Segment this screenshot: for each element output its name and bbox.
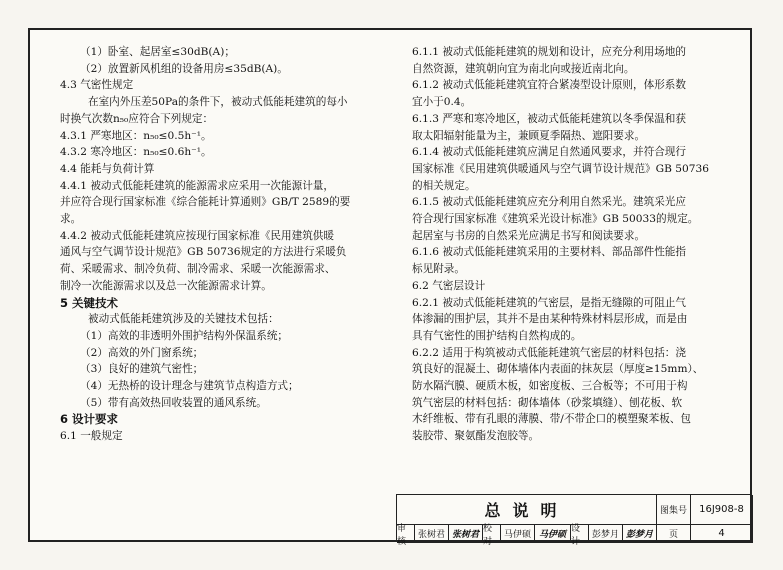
text-line: 木纤维板、带有孔眼的薄膜、带/不带企口的模塑聚苯板、包 [412,413,692,426]
text-line: 6 设计要求 [60,412,119,427]
text-line: 6.1 一般规定 [60,430,123,443]
text-line: 4.3 气密性规定 [60,79,134,92]
text-line: 4.4.2 被动式低能耗建筑应按现行国家标准《民用建筑供暖 [60,229,334,242]
text-line: 制冷一次能源需求以及总一次能源需求计算。 [60,279,272,292]
atlas-number-label: 图集号 [657,495,691,525]
text-line: （2）高效的外门窗系统； [80,346,204,359]
text-line: 的相关规定。 [412,179,476,192]
text-line: 筑良好的混凝土、砌体墙体内表面的抹灰层（厚度≥15mm）、 [412,363,704,376]
text-line: 起居室与书房的自然采光应满足书写和阅读要求。 [412,229,646,242]
check-signature: 马伊硕 [535,525,571,543]
text-line: 4.3.2 寒冷地区：n₅₀≤0.6h⁻¹。 [60,146,212,159]
text-line: 防水隔汽膜、硬质木板，如密度板、三合板等；不可用于构 [412,380,688,393]
text-line: 6.1.2 被动式低能耗建筑宜符合紧凑型设计原则，体形系数 [412,79,686,92]
text-line: 宜小于0.4。 [412,96,472,109]
text-line: 6.1.3 严寒和寒冷地区，被动式低能耗建筑以冬季保温和获 [412,112,686,125]
check-label: 校对 [483,525,501,543]
text-line: 并应符合现行国家标准《综合能耗计算通则》GB/T 2589的要 [60,196,351,209]
design-name: 彭梦月 [589,525,623,543]
text-line: 求。 [60,213,82,226]
text-line: 被动式低能耗建筑涉及的关键技术包括： [88,313,279,326]
text-line: 符合现行国家标准《建筑采光设计标准》GB 50033的规定。 [412,213,699,226]
review-label: 审核 [397,525,415,543]
review-name: 张树君 [415,525,449,543]
text-line: 在室内外压差50Pa的条件下，被动式低能耗建筑的每小 [88,96,348,109]
text-line: 具有气密性的围护结构自然构成的。 [412,329,582,342]
text-line: 4.4 能耗与负荷计算 [60,162,155,175]
text-line: 标见附录。 [412,263,465,276]
text-line: 6.1.6 被动式低能耗建筑采用的主要材料、部品部件性能指 [412,246,686,259]
text-line: 6.1.5 被动式低能耗建筑应充分利用自然采光。建筑采光应 [412,196,686,209]
text-line: （1）高效的非透明外围护结构外保温系统； [80,329,289,342]
text-line: 国家标准《民用建筑供暖通风与空气调节设计规范》GB 50736 [412,162,709,175]
text-line: 自然资源，建筑朝向宜为南北向或接近南北向。 [412,62,635,75]
text-line: 4.3.1 严寒地区：n₅₀≤0.5h⁻¹。 [60,129,212,142]
text-line: 装胶带、聚氨酯发泡胶等。 [412,430,540,443]
page-number: 4 [691,525,753,543]
text-line: 取太阳辐射能量为主，兼顾夏季隔热、遮阳要求。 [412,129,646,142]
left-column [60,44,392,445]
text-line: 6.1.4 被动式低能耗建筑应满足自然通风要求，并符合现行 [412,146,686,159]
text-line: （4）无热桥的设计理念与建筑节点构造方式； [80,380,299,393]
text-line: （5）带有高效热回收装置的通风系统。 [80,396,267,409]
text-line: （1）卧室、起居室≤30dB(A)； [80,46,235,58]
text-line: 体渗漏的围护层，其并不是由某种特殊材料层形成，而是由 [412,313,688,326]
check-name: 马伊硕 [501,525,535,543]
text-line: 6.1.1 被动式低能耗建筑的规划和设计，应充分利用场地的 [412,46,686,58]
atlas-number: 16J908-8 [691,495,753,525]
text-line: （3）良好的建筑气密性； [80,363,204,376]
title-block [396,494,752,547]
review-signature: 张树君 [449,525,483,543]
text-line: 6.2.2 适用于构筑被动式低能耗建筑气密层的材料包括：浇 [412,346,686,359]
text-line: 荷、采暖需求、制冷负荷、制冷需求、采暖一次能源需求、 [60,263,336,276]
text-line: 通风与空气调节设计规范》GB 50736规定的方法进行采暖负 [60,246,347,259]
design-label: 设计 [571,525,589,543]
text-line: 4.4.1 被动式低能耗建筑的能源需求应采用一次能源计量， [60,179,334,192]
text-line: 6.2 气密层设计 [412,279,486,292]
text-line: 时换气次数n₅₀应符合下列规定： [60,112,214,125]
drawing-title: 总说明 [397,495,657,525]
text-line: 5 关键技术 [60,295,119,310]
page-label: 页 [657,525,691,543]
right-column [412,44,748,445]
text-line: 6.2.1 被动式低能耗建筑的气密层，是指无缝隙的可阻止气 [412,296,686,309]
design-signature: 彭梦月 [623,525,657,543]
text-line: 筑气密层的材料包括：砌体墙体（砂浆填缝）、刨花板、软 [412,396,683,409]
text-line: （2）放置新风机组的设备用房≤35dB(A)。 [80,62,288,75]
